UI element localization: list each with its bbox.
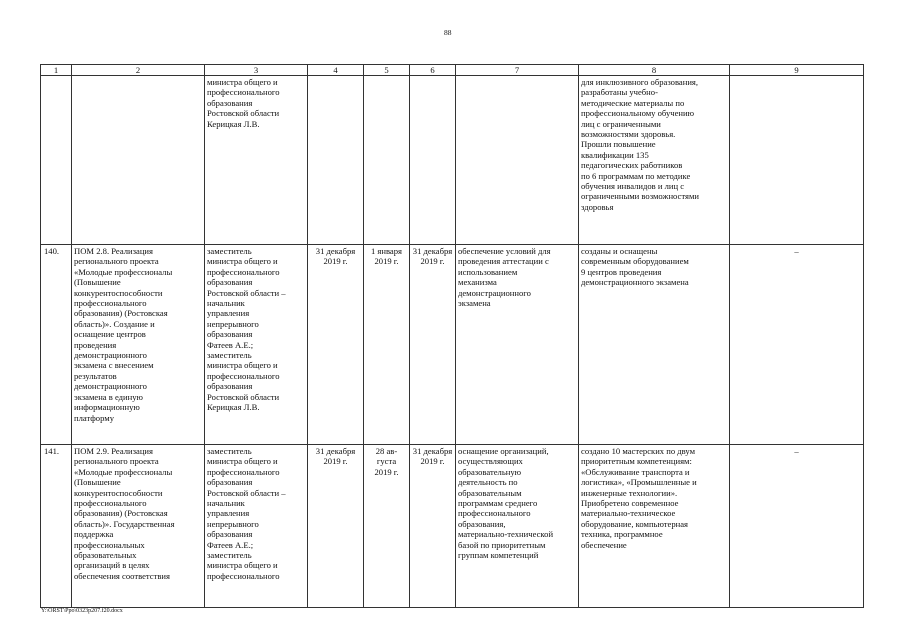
note [730,76,864,245]
actual-result: создано 10 мастерских по двум приоритетным компетенциям: «Обслуживание транспорта и логистика», «Промышленные и инженерные технологии». Приобретено современное материально-техническое оборудование, компьютерная техника, программное обеспечение [579,445,730,608]
column-header: 4 [308,65,364,76]
fact-start-date: 28 ав- густа 2019 г. [364,445,410,608]
table-row [41,245,864,445]
fact-start-date: 1 января 2019 г. [364,245,410,445]
actual-result: для инклюзивного образования, разработаны учебно- методические материалы по профессиональному обучению лиц с ограниченными возможностями здоровья. Прошли повышение квалификации 135 педагогических работников по 6 программам по методике обучения инвалидов и лиц с ограниченными возможностями здоровья [579,76,730,245]
plan-end-date: 31 декабря 2019 г. [308,445,364,608]
column-header: 6 [410,65,456,76]
expected-result [456,76,579,245]
column-header: 2 [72,65,205,76]
actual-result: созданы и оснащены современным оборудованием 9 центров проведения демонстрационного экзамена [579,245,730,445]
responsible-person: заместитель министра общего и профессионального образования Ростовской области – начальник управления непрерывного образования Фатеев А.Е.; заместитель министра общего и профессионального [205,445,308,608]
table-row [41,445,864,608]
measure-name: ПОМ 2.8. Реализация регионального проекта «Молодые профессионалы (Повышение конкурентоспособности профессионального образования) (Ростовская область)». Создание и оснащение центров проведения демонстрационного экзамена с внесением результатов демонстрационного экзамена в единую информационную платформу [72,245,205,445]
plan-end-date [308,76,364,245]
plan-end-date: 31 декабря 2019 г. [308,245,364,445]
measure-name: ПОМ 2.9. Реализация регионального проекта «Молодые профессионалы (Повышение конкурентоспособности профессионального образования) (Ростовская область)». Государственная поддержка профессиональных образовательных организаций в целях обеспечения соответствия [72,445,205,608]
note: – [730,245,864,445]
column-header: 3 [205,65,308,76]
page-number: 88 [444,28,452,37]
expected-result: обеспечение условий для проведения аттестации с использованием механизма демонстрационного экзамена [456,245,579,445]
row-number: 140. [41,245,72,445]
expected-result: оснащение организаций, осуществляющих образовательную деятельность по образовательным программам среднего профессионального образования, материально-технической базой по приоритетным группам компетенций [456,445,579,608]
responsible-person: министра общего и профессионального образования Ростовской области Керицкая Л.В. [205,76,308,245]
table-header-row [41,65,864,76]
fact-end-date [410,76,456,245]
column-header: 7 [456,65,579,76]
column-header: 5 [364,65,410,76]
fact-end-date: 31 декабря 2019 г. [410,245,456,445]
document-file-path: Y:\ORST\Ppo\0323p207.f20.docx [41,608,123,614]
note: – [730,445,864,608]
column-header: 8 [579,65,730,76]
report-table [40,64,864,608]
fact-start-date [364,76,410,245]
column-header: 9 [730,65,864,76]
responsible-person: заместитель министра общего и профессионального образования Ростовской области – начальник управления непрерывного образования Фатеев А.Е.; заместитель министра общего и профессионального образования Ростовской области Керицкая Л.В. [205,245,308,445]
fact-end-date: 31 декабря 2019 г. [410,445,456,608]
column-header: 1 [41,65,72,76]
table-row [41,76,864,245]
row-number: 141. [41,445,72,608]
measure-name [72,76,205,245]
row-number [41,76,72,245]
